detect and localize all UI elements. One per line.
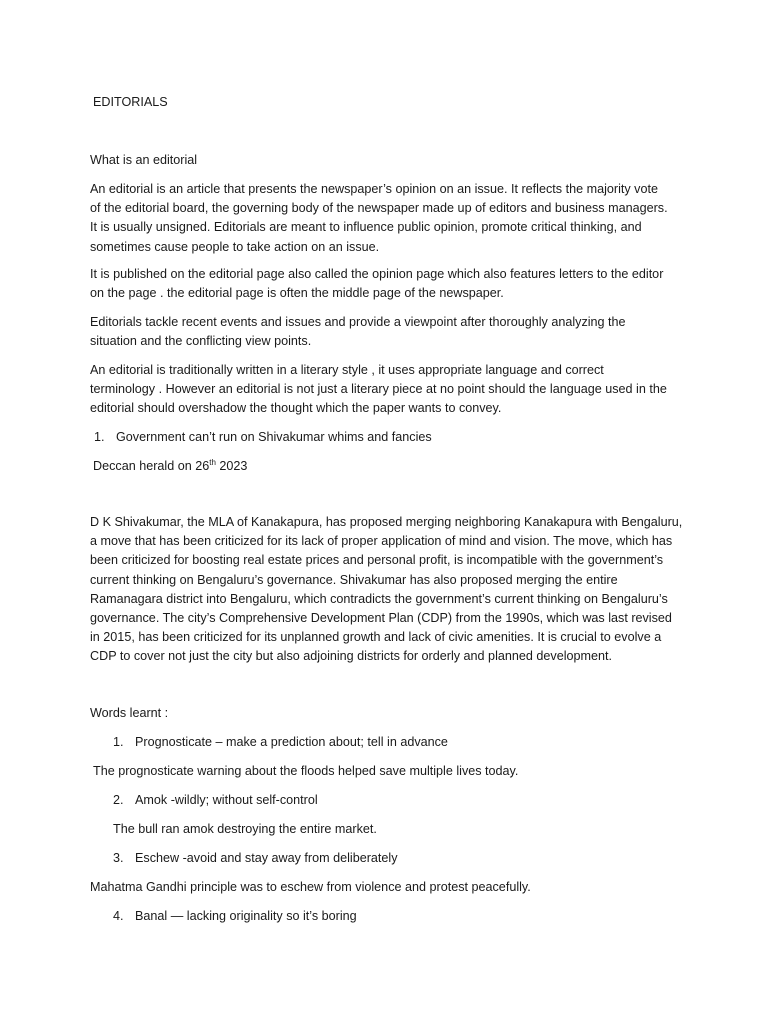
source-superscript: th — [209, 457, 216, 467]
section-title: What is an editorial — [90, 153, 198, 167]
definition-paragraph — [90, 180, 682, 257]
publication-paragraph — [90, 265, 682, 303]
paragraph-line: An editorial is traditionally written in a literary style , it uses appropriate language and correct — [90, 363, 604, 377]
editorial-list-item — [94, 428, 432, 447]
example-sentence: Mahatma Gandhi principle was to eschew from violence and protest peacefully. — [90, 880, 531, 894]
editorial-title: Government can’t run on Shivakumar whims and fancies — [116, 430, 432, 444]
word-item — [113, 849, 398, 868]
document-heading: EDITORIALS — [93, 95, 168, 109]
paragraph-line: It is published on the editorial page also called the opinion page which also features letters to the editor — [90, 267, 664, 281]
paragraph-line: situation and the conflicting view points. — [90, 334, 312, 349]
list-number: 1. — [113, 735, 124, 749]
paragraph-line: An editorial is an article that presents the newspaper’s opinion on an issue. It reflects the majority vote — [90, 182, 658, 196]
word-item — [113, 791, 318, 810]
paragraph-line: in 2015, has been criticized for its unplanned growth and lack of civic amenities. It is crucial to evolve a — [90, 630, 662, 645]
paragraph-line: editorial should overshadow the thought which the paper wants to convey. — [90, 401, 502, 416]
list-number: 4. — [113, 909, 124, 923]
paragraph-line: governance. The city’s Comprehensive Development Plan (CDP) from the 1990s, which was last revised — [90, 611, 672, 626]
paragraph-line: of the editorial board, the governing body of the newspaper made up of editors and business managers. — [90, 201, 668, 216]
word-definition: Prognosticate – make a prediction about; tell in advance — [135, 735, 448, 749]
paragraph-line: been criticized for boosting real estate prices and personal profit, is incompatible with the government’s — [90, 553, 664, 568]
paragraph-line: CDP to cover not just the city but also adjoining districts for orderly and planned development. — [90, 649, 612, 664]
list-number: 2. — [113, 793, 124, 807]
style-paragraph — [90, 361, 682, 419]
words-heading: Words learnt : — [90, 706, 169, 720]
word-definition: Eschew -avoid and stay away from deliberately — [135, 851, 398, 865]
paragraph-line: a move that has been criticized for its lack of proper application of mind and vision. The move, which has — [90, 534, 673, 549]
example-sentence: The bull ran amok destroying the entire market. — [113, 822, 377, 836]
summary-paragraph — [90, 513, 682, 667]
word-item — [113, 907, 357, 926]
source-line — [93, 457, 247, 476]
word-definition: Amok -wildly; without self-control — [135, 793, 318, 807]
paragraph-line: It is usually unsigned. Editorials are meant to influence public opinion, promote critical thinking, and — [90, 220, 642, 235]
paragraph-line: sometimes cause people to take action on an issue. — [90, 239, 380, 254]
paragraph-line: Editorials tackle recent events and issues and provide a viewpoint after thoroughly analyzing the — [90, 315, 626, 329]
paragraph-line: on the page . the editorial page is often the middle page of the newspaper. — [90, 286, 504, 301]
list-number: 1. — [94, 430, 105, 444]
source-prefix: Deccan herald on 26 — [93, 459, 210, 473]
source-suffix: 2023 — [215, 459, 248, 473]
example-sentence: The prognosticate warning about the floods helped save multiple lives today. — [93, 764, 519, 778]
paragraph-line: current thinking on Bengaluru’s governance. Shivakumar has also proposed merging the entire — [90, 572, 618, 587]
word-item — [113, 733, 448, 752]
list-number: 3. — [113, 851, 124, 865]
paragraph-line: Ramanagara district into Bengaluru, which contradicts the government’s current thinking on Bengaluru’s — [90, 591, 668, 606]
paragraph-line: D K Shivakumar, the MLA of Kanakapura, has proposed merging neighboring Kanakapura with Bengaluru, — [90, 515, 683, 529]
word-definition: Banal — lacking originality so it’s boring — [135, 909, 357, 923]
tackle-paragraph — [90, 313, 682, 351]
paragraph-line: terminology . However an editorial is not just a literary piece at no point should the language used in the — [90, 382, 667, 397]
